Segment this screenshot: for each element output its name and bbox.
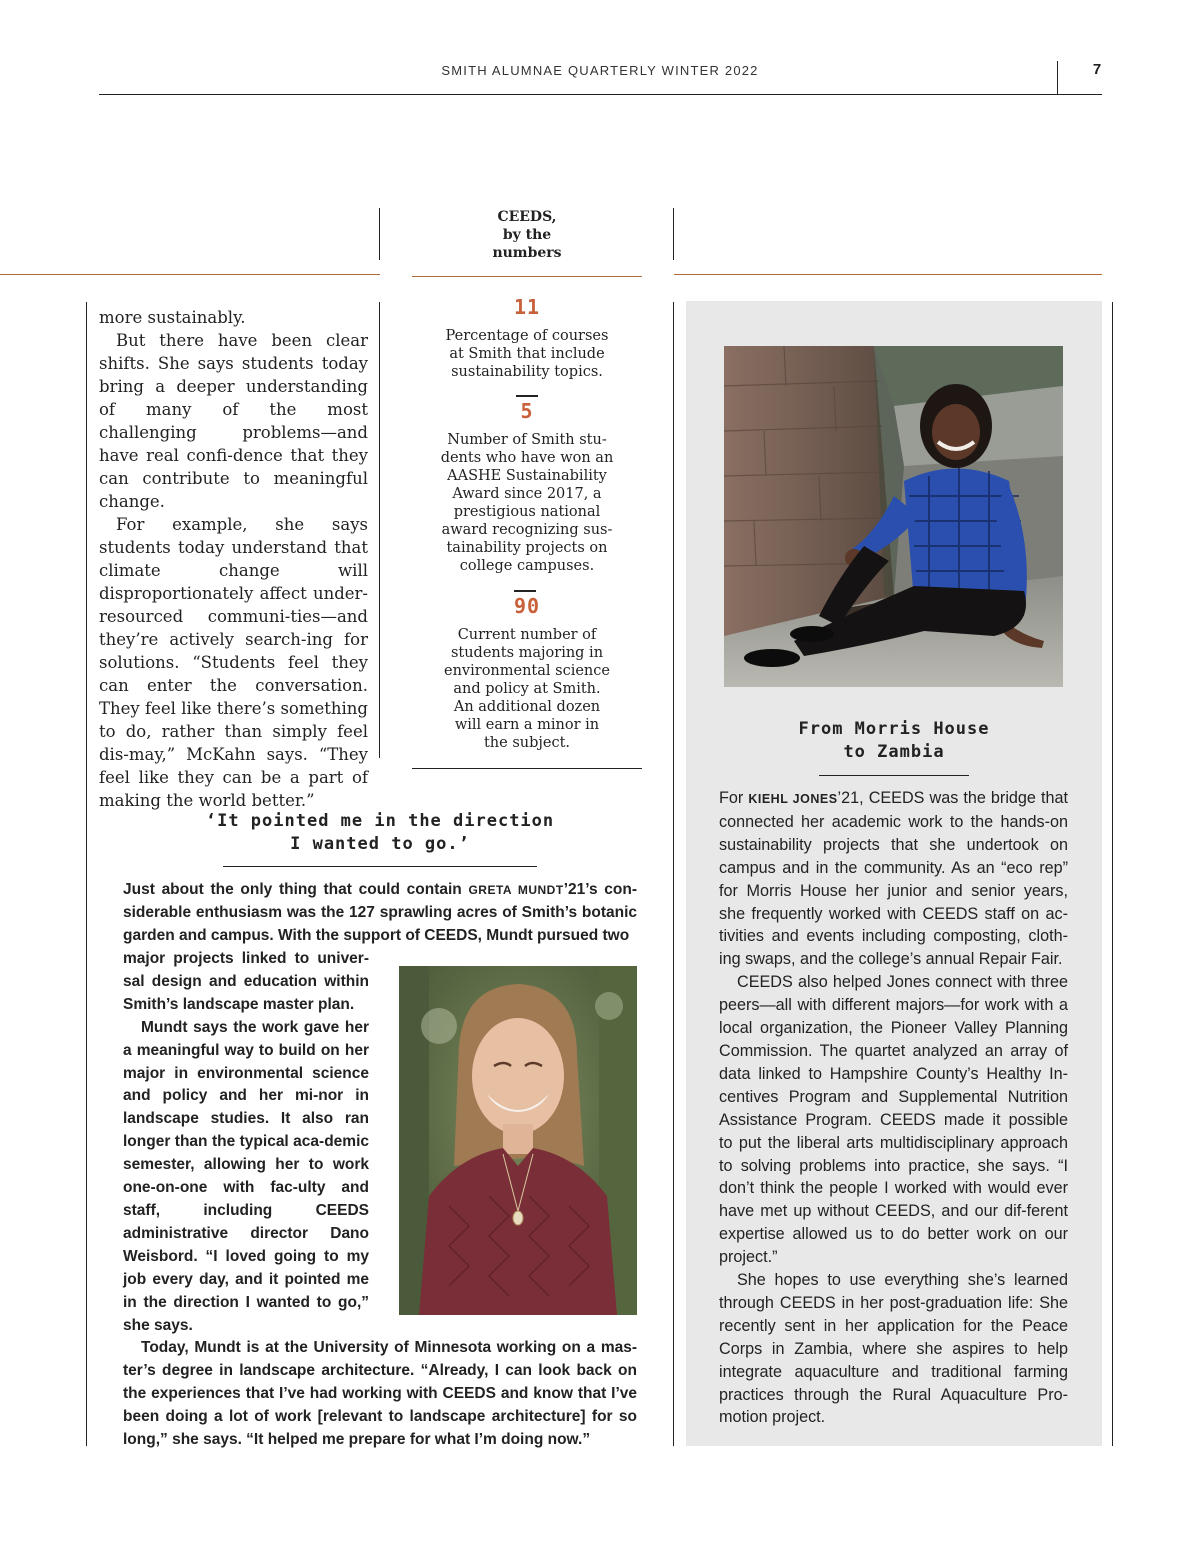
story-paragraph: major projects linked to univer-sal design and education within Smith’s landscape master plan.	[123, 950, 369, 1013]
sidebar-paragraph: CEEDS also helped Jones connect with three peers—all with different majors—for work with a local organization, the Pioneer Valley Planning Commission. The quartet analyzed an array of data linked to Hampshire County’s Healthy In-centives Program and Supplemental Nutrition Assistance Program. CEEDS made it possible to put the liberal arts multidisciplinary approach to solving problems into practice, she says. “I don’t think the people I worked with would ever have met up without CEEDS, and our dif-ferent expertise allowed us to do better work on our project.”	[719, 973, 1068, 1267]
stat-number: 11	[513, 295, 541, 319]
kiehl-jones-name: KIEHL JONES	[748, 792, 838, 806]
story-paragraph: Today, Mundt is at the University of Minnesota working on a mas-ter’s degree in landscape architecture. “Already, I can look back on the experiences that I’ve had working with CEEDS and know that I’ve been doing a lot of work [relevant to landscape architecture] for so long,” she says. “It helped me prepare for what I’m doing now.”	[123, 1339, 637, 1448]
column-rule	[673, 302, 674, 1446]
sidebar-heading: From Morris House to Zambia	[798, 719, 990, 762]
column-rule	[1112, 302, 1113, 1446]
column-rule	[379, 208, 380, 260]
stat-description: Percentage of courses at Smith that include sustainability topics.	[445, 328, 609, 380]
body-column-left	[99, 306, 368, 812]
story-heading: ‘It pointed me in the direction I wanted to go.’	[205, 811, 555, 854]
stat-separator	[516, 395, 538, 397]
body-paragraph: But there have been clear shifts. She says students today bring a deeper understanding of many of the most challenging problems—and have real confi-dence that they can contribute to meaningful change.	[99, 331, 368, 511]
column-rule	[86, 302, 87, 1446]
stat-number: 5	[520, 399, 534, 423]
running-header: SMITH ALUMNAE QUARTERLY WINTER 2022	[441, 63, 759, 78]
body-paragraph: For example, she says students today understand that climate change will disproportionately affect under-resourced communi-ties—and they’re actively search-ing for solutions. “Students feel they can enter the conversation. They feel like there’s something to do, rather than simply feel dis-may,” McKahn says. “They feel like they can be a part of making the world better.”	[99, 515, 368, 810]
story-closing	[123, 1337, 637, 1452]
body-paragraph: more sustainably.	[99, 308, 246, 327]
page-number: 7	[1092, 61, 1102, 78]
stat-number: 90	[513, 594, 541, 618]
stat-description: Number of Smith stu- dents who have won an AASHE Sustainability Award since 2017, a prestigious national award recognizing sus- tainability projects on college campuses.	[440, 432, 614, 574]
stats-title: CEEDS, by the numbers	[492, 209, 562, 261]
column-rule	[379, 302, 380, 758]
header-rule	[99, 94, 1102, 95]
stat-separator	[514, 590, 536, 592]
story-paragraph: Just about the only thing that could contain GRETA MUNDT’21’s con-siderable enthusiasm was the 127 sprawling acres of Smith’s botanic garden and campus. With the support of CEEDS, Mundt pursued two	[123, 881, 637, 944]
stats-bottom-rule	[412, 768, 642, 769]
story-intro	[123, 879, 637, 948]
story-paragraph: Mundt says the work gave her a meaningful way to build on her major in environmental science and policy and her mi-nor in landscape studies. It also ran longer than the typical aca-demic semester, allowing her to work one-on-one with fac-ulty and staff, including CEEDS administrative director Dano Weisbord. “I loved going to my job every day, and it pointed me in the direction I wanted to go,” she says.	[123, 1018, 369, 1334]
sidebar-heading-rule	[819, 775, 969, 776]
section-rule	[674, 274, 1102, 275]
story-heading-rule	[223, 866, 537, 867]
section-rule	[412, 276, 642, 277]
header-divider	[1057, 61, 1058, 94]
greta-mundt-name: GRETA MUNDT	[468, 883, 564, 897]
sidebar-paragraph: For KIEHL JONES’21, CEEDS was the bridge that connected her academic work to the hands-on sustainability projects that she undertook on campus and in the community. As an “eco rep” for Morris House her junior and senior years, she frequently worked with CEEDS staff on ac-tivities and events including composting, cloth-ing swaps, and the college’s annual Repair Fair.	[719, 789, 1068, 969]
story-narrow-column	[123, 948, 369, 1337]
sidebar-body	[719, 787, 1068, 1429]
kiehl-jones-photo	[724, 346, 1063, 687]
sidebar-paragraph: She hopes to use everything she’s learned through CEEDS in her post-graduation life: She recently sent in her application for the Peace Corps in Zambia, where she aspires to help integrate aquaculture and traditional farming practices through the Rural Aquaculture Pro-motion project.	[719, 1271, 1068, 1427]
column-rule	[673, 208, 674, 260]
stat-description: Current number of students majoring in environmental science and policy at Smith. An additional dozen will earn a minor in the subject.	[444, 627, 610, 751]
section-rule	[0, 274, 380, 275]
greta-mundt-photo	[399, 966, 637, 1315]
